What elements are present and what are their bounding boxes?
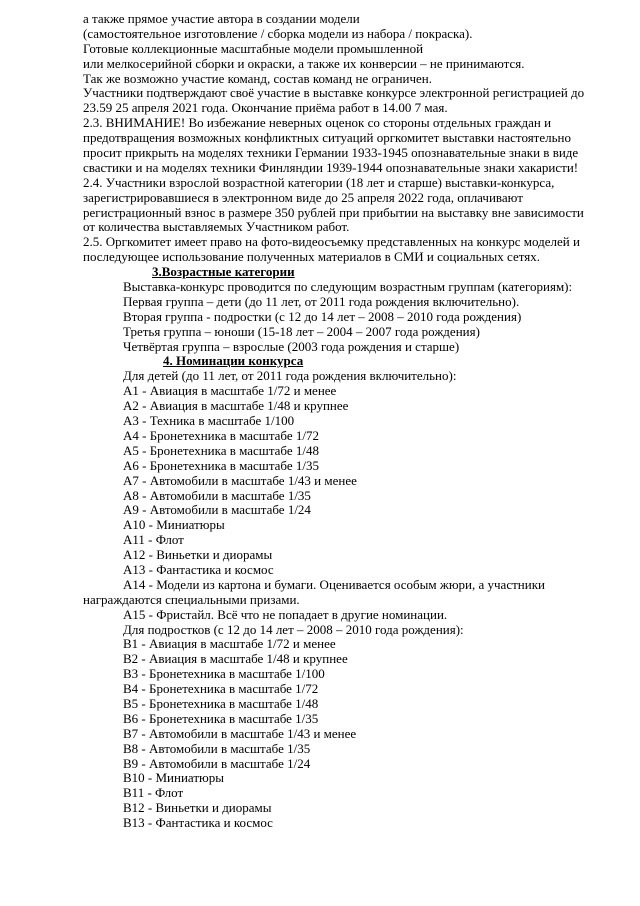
text-line: В11 - Флот <box>123 785 184 801</box>
text-line: А8 - Автомобили в масштабе 1/35 <box>123 487 311 503</box>
text-line: Четвёртая группа – взрослые (2003 года рождения и старше) <box>123 338 460 354</box>
text-line: А12 - Виньетки и диорамы <box>123 547 273 563</box>
text-line: А15 - Фристайл. Всё что не попадает в другие номинации. <box>123 606 448 622</box>
text-line: В6 - Бронетехника в масштабе 1/35 <box>123 710 319 726</box>
text-line: В4 - Бронетехника в масштабе 1/72 <box>123 681 319 697</box>
text-line: А9 - Автомобили в масштабе 1/24 <box>123 502 311 518</box>
text-line: А4 - Бронетехника в масштабе 1/72 <box>123 427 320 443</box>
text-line: регистрационный взнос в размере 350 рублей при прибытии на выставку вне зависимости <box>83 204 584 220</box>
text-line: В2 - Авиация в масштабе 1/48 и крупнее <box>123 651 348 667</box>
text-line: А11 - Флот <box>123 532 184 548</box>
text-line: В7 - Автомобили в масштабе 1/43 и менее <box>123 725 357 741</box>
text-line: В5 - Бронетехника в масштабе 1/48 <box>123 695 319 711</box>
text-line: В1 - Авиация в масштабе 1/72 и менее <box>123 636 336 652</box>
text-line: Участники подтверждают своё участие в выставке конкурсе электронной регистрацией до <box>83 85 585 101</box>
text-line: предотвращения возможных конфликтных ситуаций оргкомитет выставки настоятельно <box>83 130 572 146</box>
text-line: В10 - Миниатюры <box>123 770 224 786</box>
text-line: Первая группа – дети (до 11 лет, от 2011 года рождения включительно). <box>123 293 520 309</box>
text-line: В12 - Виньетки и диорамы <box>123 800 272 816</box>
text-line: А5 - Бронетехника в масштабе 1/48 <box>123 442 320 458</box>
text-line: А3 - Техника в масштабе 1/100 <box>123 413 295 429</box>
text-line: Готовые коллекционные масштабные модели промышленной <box>83 40 424 56</box>
text-line: А6 - Бронетехника в масштабе 1/35 <box>123 457 320 473</box>
text-line: А10 - Миниатюры <box>123 517 225 533</box>
text-line: В9 - Автомобили в масштабе 1/24 <box>123 755 311 771</box>
text-line: 23.59 25 апреля 2021 года. Окончание приёма работ в 14.00 7 мая. <box>83 100 448 116</box>
text-line: свастики и на моделях техники Финляндии 1939-1944 опознавательные знаки хакаристи! <box>83 159 579 175</box>
text-line: В8 - Автомобили в масштабе 1/35 <box>123 740 311 756</box>
text-line: В13 - Фантастика и космос <box>123 815 273 831</box>
text-line: от количества выставляемых Участником работ. <box>83 219 350 235</box>
text-line: В3 - Бронетехника в масштабе 1/100 <box>123 666 325 682</box>
text-line: или мелкосерийной сборки и окраски, а также их конверсии – не принимаются. <box>83 55 525 71</box>
text-line: А1 - Авиация в масштабе 1/72 и менее <box>123 383 337 399</box>
text-line: (самостоятельное изготовление / сборка модели из набора / покраска). <box>83 25 473 41</box>
text-line: последующее использование полученных материалов в СМИ и социальных сетях. <box>83 249 540 265</box>
text-line: Вторая группа - подростки (с 12 до 14 лет – 2008 – 2010 года рождения) <box>123 308 522 324</box>
text-line: Для подростков (с 12 до 14 лет – 2008 – 2010 года рождения): <box>123 621 464 637</box>
text-line: Выставка-конкурс проводится по следующим возрастным группам (категориям): <box>123 279 573 295</box>
text-line: А7 - Автомобили в масштабе 1/43 и менее <box>123 472 357 488</box>
text-line: А13 - Фантастика и космос <box>123 561 274 577</box>
text-line: А14 - Модели из картона и бумаги. Оценивается особым жюри, а участники <box>123 576 545 592</box>
section-heading: 3.Возрастные категории <box>152 264 295 280</box>
text-line: А2 - Авиация в масштабе 1/48 и крупнее <box>123 398 349 414</box>
text-line: зарегистрировавшиеся в электронном виде до 25 апреля 2022 года, оплачивают <box>83 189 523 205</box>
text-line: награждаются специальными призами. <box>83 591 300 607</box>
text-line: Для детей (до 11 лет, от 2011 года рождения включительно): <box>123 368 457 384</box>
section-heading: 4. Номинации конкурса <box>163 353 304 369</box>
text-line: просит прикрыть на моделях техники Германии 1933-1945 опознавательные знаки в виде <box>83 145 579 161</box>
text-line: Третья группа – юноши (15-18 лет – 2004 – 2007 года рождения) <box>123 323 480 339</box>
text-line: 2.3. ВНИМАНИЕ! Во избежание неверных оценок со стороны отдельных граждан и <box>83 115 552 131</box>
text-line: 2.4. Участники взрослой возрастной категории (18 лет и старше) выставки-конкурса, <box>83 174 555 190</box>
text-line: а также прямое участие автора в создании модели <box>83 11 360 26</box>
document-body <box>83 12 640 831</box>
text-line: 2.5. Оргкомитет имеет право на фото-видеосъемку представленных на конкурс моделей и <box>83 234 580 250</box>
text-line: Так же возможно участие команд, состав команд не ограничен. <box>83 70 433 86</box>
